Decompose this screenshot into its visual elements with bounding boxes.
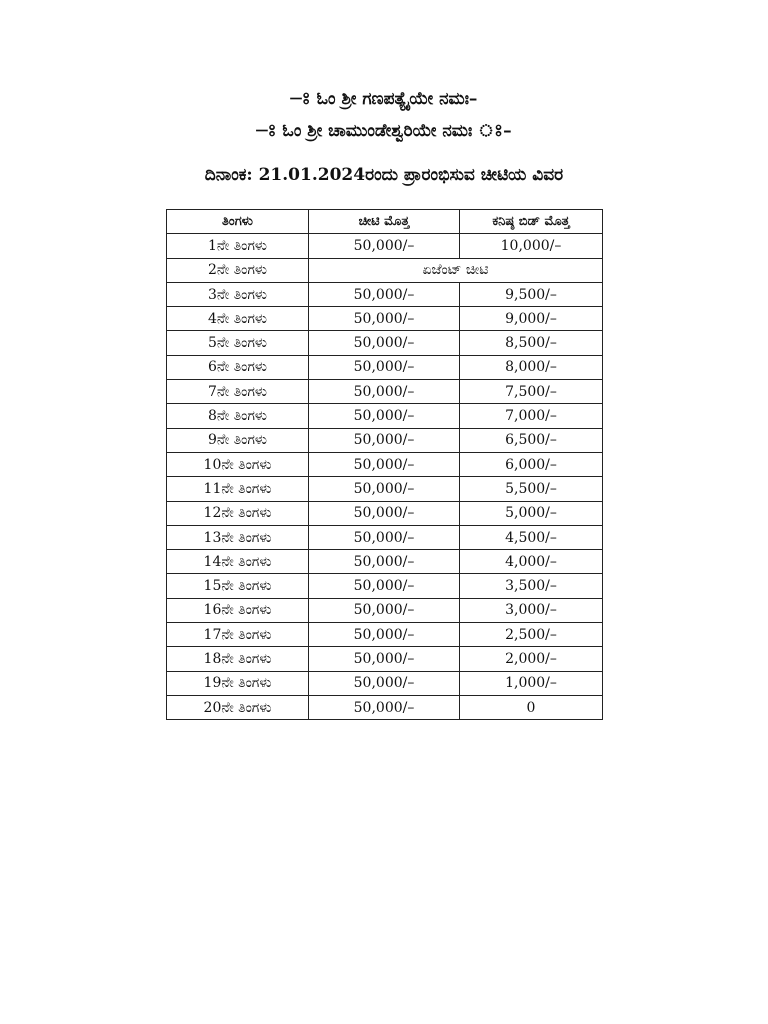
column-header-chit-amount: ಚೀಟಿ ಮೊತ್ತ — [309, 210, 460, 234]
amount-cell: 50,000/– — [309, 574, 460, 598]
amount-cell: 50,000/– — [309, 355, 460, 379]
table-row — [167, 331, 603, 355]
table-row — [167, 452, 603, 476]
amount-cell: 50,000/– — [309, 380, 460, 404]
min-bid-cell: 8,000/– — [460, 355, 603, 379]
table-row — [167, 428, 603, 452]
month-cell: 17ನೇ ತಿಂಗಳು — [167, 623, 309, 647]
min-bid-cell: 3,000/– — [460, 598, 603, 622]
amount-cell: 50,000/– — [309, 452, 460, 476]
month-cell: 5ನೇ ತಿಂಗಳು — [167, 331, 309, 355]
table-header-row — [167, 210, 603, 234]
min-bid-cell: 9,500/– — [460, 282, 603, 306]
month-cell: 13ನೇ ತಿಂಗಳು — [167, 525, 309, 549]
month-cell: 20ನೇ ತಿಂಗಳು — [167, 695, 309, 719]
amount-cell: 50,000/– — [309, 525, 460, 549]
min-bid-cell: 6,500/– — [460, 428, 603, 452]
min-bid-cell: 5,500/– — [460, 477, 603, 501]
amount-cell: 50,000/– — [309, 307, 460, 331]
month-cell: 6ನೇ ತಿಂಗಳು — [167, 355, 309, 379]
month-cell: 14ನೇ ತಿಂಗಳು — [167, 550, 309, 574]
month-cell: 3ನೇ ತಿಂಗಳು — [167, 282, 309, 306]
table-row — [167, 695, 603, 719]
amount-cell: 50,000/– — [309, 695, 460, 719]
min-bid-cell: 1,000/– — [460, 671, 603, 695]
min-bid-cell: 7,000/– — [460, 404, 603, 428]
agent-chit-row — [167, 258, 603, 282]
month-cell: 8ನೇ ತಿಂಗಳು — [167, 404, 309, 428]
table-row — [167, 525, 603, 549]
month-cell: 18ನೇ ತಿಂಗಳು — [167, 647, 309, 671]
table-body — [167, 234, 603, 720]
min-bid-cell: 4,500/– — [460, 525, 603, 549]
invocation-ganapati: –ঃ ಓಂ ಶ್ರೀ ಗಣಪತ್ಯೈಯೇ ನಮಃ– — [290, 89, 478, 109]
month-cell: 16ನೇ ತಿಂಗಳು — [167, 598, 309, 622]
table-row — [167, 234, 603, 258]
table-row — [167, 404, 603, 428]
table-row — [167, 671, 603, 695]
table-row — [167, 574, 603, 598]
amount-cell: 50,000/– — [309, 647, 460, 671]
amount-cell: 50,000/– — [309, 404, 460, 428]
invocation-chamundeshwari: –ঃ ಓಂ ಶ್ರೀ ಚಾಮುಂಡೇಶ್ವರಿಯೇ ನಮಃ ঃ– — [256, 121, 512, 141]
month-cell: 9ನೇ ತಿಂಗಳು — [167, 428, 309, 452]
min-bid-cell: 0 — [460, 695, 603, 719]
table-row — [167, 647, 603, 671]
month-cell: 10ನೇ ತಿಂಗಳು — [167, 452, 309, 476]
column-header-min-bid: ಕನಿಷ್ಠ ಬಿಡ್ ಮೊತ್ತ — [460, 210, 603, 234]
chit-schedule-table — [166, 209, 603, 720]
amount-cell: 50,000/– — [309, 282, 460, 306]
min-bid-cell: 5,000/– — [460, 501, 603, 525]
month-cell: 15ನೇ ತಿಂಗಳು — [167, 574, 309, 598]
month-cell: 1ನೇ ತಿಂಗಳು — [167, 234, 309, 258]
amount-cell: 50,000/– — [309, 428, 460, 452]
table-row — [167, 307, 603, 331]
month-cell: 19ನೇ ತಿಂಗಳು — [167, 671, 309, 695]
month-cell: 7ನೇ ತಿಂಗಳು — [167, 380, 309, 404]
table-row — [167, 598, 603, 622]
min-bid-cell: 6,000/– — [460, 452, 603, 476]
amount-cell: 50,000/– — [309, 623, 460, 647]
table-row — [167, 380, 603, 404]
column-header-month: ತಿಂಗಳು — [167, 210, 309, 234]
amount-cell: 50,000/– — [309, 234, 460, 258]
month-cell: 11ನೇ ತಿಂಗಳು — [167, 477, 309, 501]
agent-chit-label: ಏಜೆಂಟ್ ಚೀಟಿ — [309, 258, 603, 282]
min-bid-cell: 8,500/– — [460, 331, 603, 355]
table-row — [167, 355, 603, 379]
amount-cell: 50,000/– — [309, 331, 460, 355]
amount-cell: 50,000/– — [309, 477, 460, 501]
amount-cell: 50,000/– — [309, 671, 460, 695]
min-bid-cell: 10,000/– — [460, 234, 603, 258]
min-bid-cell: 4,000/– — [460, 550, 603, 574]
month-cell: 12ನೇ ತಿಂಗಳು — [167, 501, 309, 525]
min-bid-cell: 7,500/– — [460, 380, 603, 404]
min-bid-cell: 2,000/– — [460, 647, 603, 671]
amount-cell: 50,000/– — [309, 501, 460, 525]
month-cell: 2ನೇ ತಿಂಗಳು — [167, 258, 309, 282]
amount-cell: 50,000/– — [309, 550, 460, 574]
amount-cell: 50,000/– — [309, 598, 460, 622]
min-bid-cell: 3,500/– — [460, 574, 603, 598]
table-row — [167, 501, 603, 525]
document-title: ದಿನಾಂಕ: 21.01.2024ರಂದು ಪ್ರಾರಂಭಿಸುವ ಚೀಟಿಯ ವಿವರ — [204, 165, 564, 185]
table-row — [167, 477, 603, 501]
min-bid-cell: 9,000/– — [460, 307, 603, 331]
min-bid-cell: 2,500/– — [460, 623, 603, 647]
table-row — [167, 282, 603, 306]
table-row — [167, 550, 603, 574]
month-cell: 4ನೇ ತಿಂಗಳು — [167, 307, 309, 331]
table-row — [167, 623, 603, 647]
